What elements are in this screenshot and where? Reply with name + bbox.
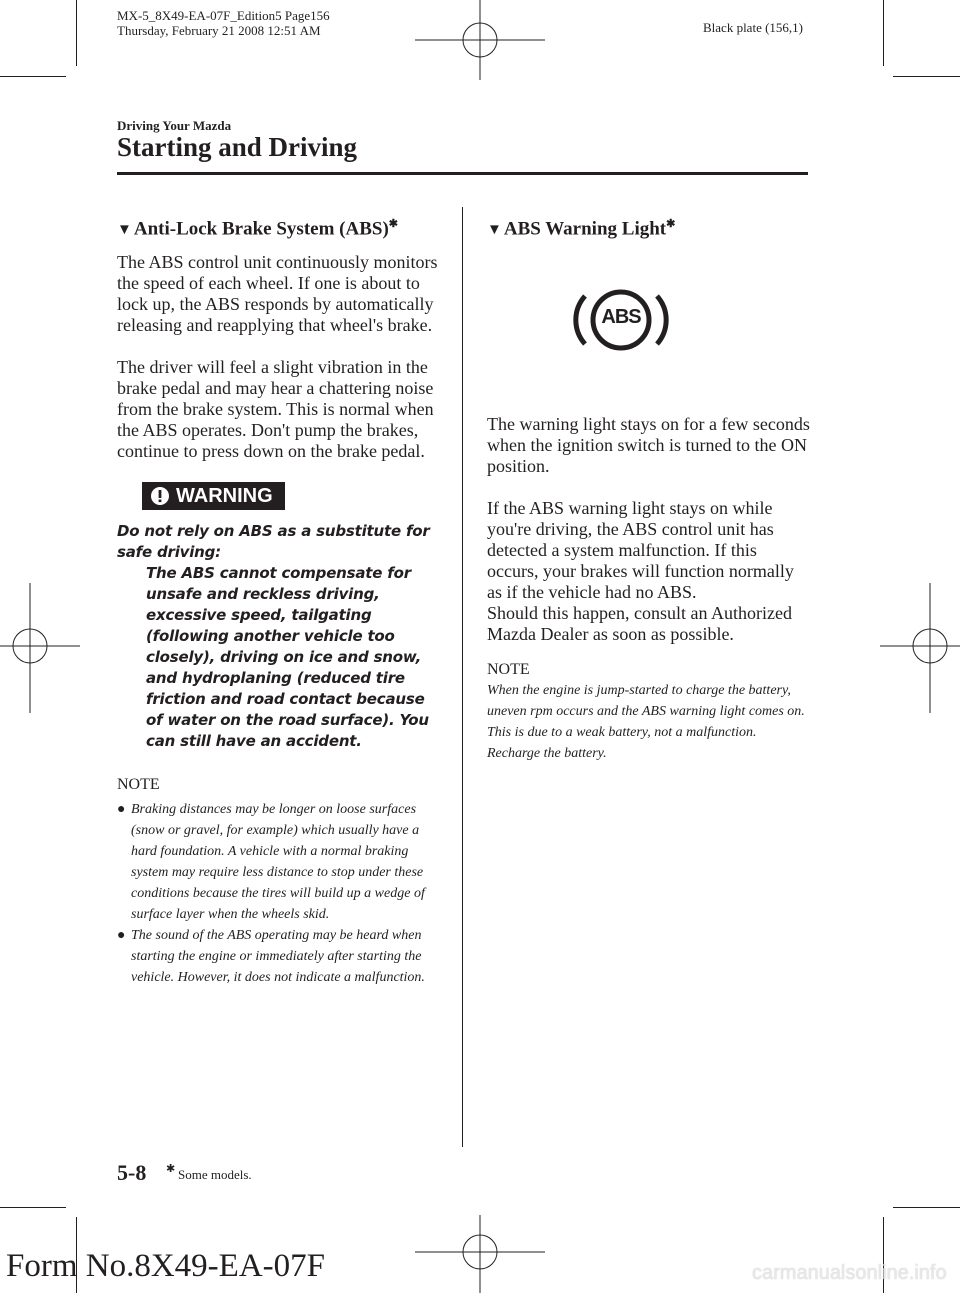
warning-exclamation-icon — [150, 486, 170, 506]
note-item-text: Braking distances may be longer on loose surfaces (snow or gravel, for example) which usually have a hard foundation. A vehicle with a normal braking system may require less distance to stop under these conditions because the tires will build up a wedge of surface layer when the wheels skid. — [131, 802, 425, 923]
abs-warning-light-icon — [571, 282, 671, 362]
warning-light-paragraph-2: If the ABS warning light stays on while you're driving, the ABS control unit has detected a system malfunction. If this occurs, your brakes will function normally as if the vehicle had no ABS. — [487, 498, 794, 603]
print-job-line2: Thursday, February 21 2008 12:51 AM — [117, 23, 321, 38]
print-job-line1: MX-5_8X49-EA-07F_Edition5 Page156 — [117, 8, 330, 23]
left-note-label: NOTE — [117, 776, 160, 794]
some-models-footnote: Some models. — [178, 1167, 252, 1182]
abs-paragraph-2: The driver will feel a slight vibration in the brake pedal and may hear a chattering noise from the brake system. This is normal when the ABS operates. Don't pump the brakes, continue to press down on the brake pedal. — [117, 357, 434, 462]
abs-section-heading — [117, 212, 447, 242]
note-item-text: The sound of the ABS operating may be heard when starting the engine or immediately after starting the vehicle. However, it does not indicate a malfunction. — [131, 928, 425, 986]
right-column — [487, 212, 812, 764]
heading-marker-icon: ▼ — [117, 222, 132, 239]
abs-heading-text: Anti-Lock Brake System (ABS) — [133, 218, 389, 240]
some-models-star-icon: ✱ — [666, 218, 676, 230]
warning-label-box — [142, 482, 285, 510]
abs-lamp-text: ABS — [601, 306, 641, 329]
left-column — [117, 212, 447, 988]
form-number: Form No.8X49-EA-07F — [6, 1248, 325, 1284]
warning-banner — [142, 482, 447, 511]
abs-warning-light-heading-text: ABS Warning Light — [503, 218, 667, 240]
warning-lead: Do not rely on ABS as a substitute for safe driving: — [117, 522, 430, 562]
heading-marker-icon: ▼ — [487, 222, 502, 239]
some-models-star-icon: ✱ — [388, 218, 398, 230]
registration-mark-bottom — [415, 1215, 545, 1293]
header-rule — [117, 172, 808, 175]
registration-mark-top — [415, 0, 545, 80]
warning-body: The ABS cannot compensate for unsafe and reckless driving, excessive speed, tailgating (following another vehicle too closely), driving on ice and snow, and hydroplaning (reduced tire friction and road contact because of water on the road surface). You can still have an accident. — [146, 564, 429, 751]
right-note-text: When the engine is jump-started to charge the battery, uneven rpm occurs and the ABS warning light comes on. This is due to a weak battery, not a malfunction. — [487, 683, 805, 741]
abs-paragraph-1: The ABS control unit continuously monitors the speed of each wheel. If one is about to lock up, the ABS responds by automatically releasing and reapplying that wheel's brake. — [117, 252, 438, 336]
column-divider — [462, 207, 463, 1147]
note-item — [117, 799, 447, 925]
watermark: carmanualsonline.info — [752, 1262, 947, 1284]
bullet-icon: ● — [117, 928, 126, 944]
warning-light-paragraph-1: The warning light stays on for a few seconds when the ignition switch is turned to the ON position. — [487, 414, 810, 477]
plate-label: Black plate (156,1) — [703, 20, 803, 35]
abs-warning-light-heading — [487, 212, 812, 242]
registration-mark-left — [0, 583, 80, 713]
right-note-label: NOTE — [487, 661, 530, 679]
footer-star-icon: ✱ — [166, 1163, 176, 1175]
section-title: Starting and Driving — [117, 132, 358, 162]
warning-light-paragraph-3: Should this happen, consult an Authorized Mazda Dealer as soon as possible. — [487, 603, 792, 645]
warning-label: WARNING — [176, 484, 273, 507]
note-item — [117, 925, 447, 988]
right-note-text-2: Recharge the battery. — [487, 746, 607, 762]
page-number: 5-8 — [117, 1160, 147, 1185]
section-category: Driving Your Mazda — [117, 118, 232, 133]
bullet-icon: ● — [117, 802, 126, 818]
registration-mark-right — [880, 583, 960, 713]
